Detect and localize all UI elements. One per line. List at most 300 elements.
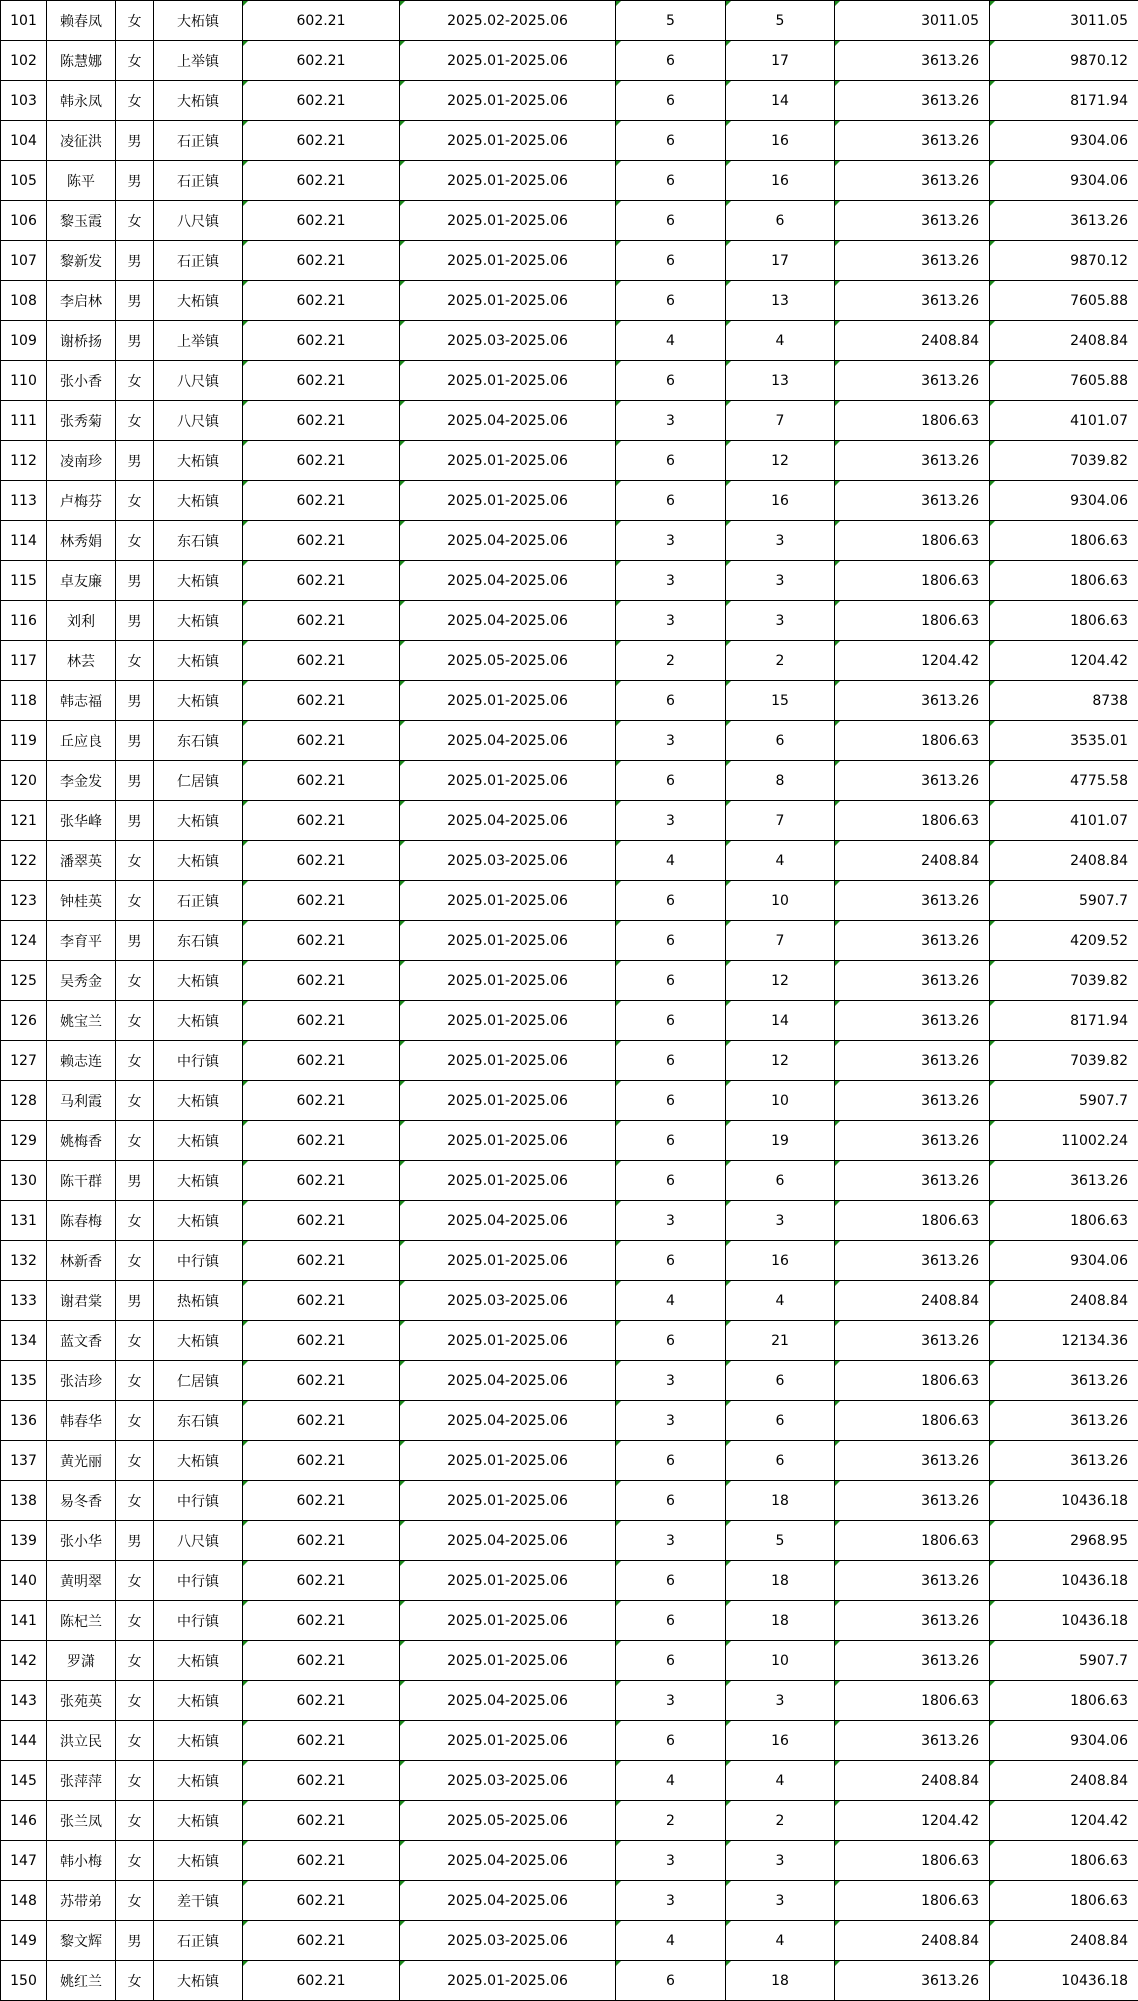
total-months-cell: 7 — [726, 401, 835, 441]
total-amount-cell: 7605.88 — [990, 361, 1138, 401]
row-number-cell: 139 — [1, 1521, 47, 1561]
name-cell: 黎玉霞 — [47, 201, 116, 241]
name-cell: 苏带弟 — [47, 1881, 116, 1921]
standard-cell: 602.21 — [243, 1641, 400, 1681]
town-cell: 中行镇 — [154, 1601, 243, 1641]
name-cell: 张小香 — [47, 361, 116, 401]
name-cell: 黎文辉 — [47, 1921, 116, 1961]
gender-cell: 男 — [116, 721, 154, 761]
town-cell: 大柘镇 — [154, 801, 243, 841]
total-amount-cell: 1806.63 — [990, 1681, 1138, 1721]
total-months-cell: 12 — [726, 1041, 835, 1081]
months-cell: 3 — [616, 1201, 726, 1241]
months-cell: 6 — [616, 161, 726, 201]
total-amount-cell: 7039.82 — [990, 961, 1138, 1001]
total-amount-cell: 9870.12 — [990, 241, 1138, 281]
period-cell: 2025.01-2025.06 — [400, 241, 616, 281]
table-row — [1, 1081, 1138, 1121]
months-cell: 6 — [616, 1961, 726, 2001]
town-cell: 大柘镇 — [154, 1081, 243, 1121]
town-cell: 大柘镇 — [154, 1801, 243, 1841]
town-cell: 大柘镇 — [154, 1841, 243, 1881]
total-months-cell: 10 — [726, 881, 835, 921]
name-cell: 李金发 — [47, 761, 116, 801]
amount-cell: 3613.26 — [835, 1121, 990, 1161]
table-row — [1, 1241, 1138, 1281]
town-cell: 八尺镇 — [154, 1521, 243, 1561]
amount-cell: 3613.26 — [835, 1561, 990, 1601]
amount-cell: 1806.63 — [835, 801, 990, 841]
town-cell: 大柘镇 — [154, 841, 243, 881]
total-amount-cell: 10436.18 — [990, 1961, 1138, 2001]
table-row — [1, 281, 1138, 321]
standard-cell: 602.21 — [243, 601, 400, 641]
period-cell: 2025.03-2025.06 — [400, 321, 616, 361]
amount-cell: 1806.63 — [835, 1881, 990, 1921]
name-cell: 凌南珍 — [47, 441, 116, 481]
months-cell: 6 — [616, 881, 726, 921]
total-amount-cell: 11002.24 — [990, 1121, 1138, 1161]
amount-cell: 3613.26 — [835, 881, 990, 921]
table-row — [1, 561, 1138, 601]
standard-cell: 602.21 — [243, 281, 400, 321]
gender-cell: 女 — [116, 641, 154, 681]
total-months-cell: 16 — [726, 1241, 835, 1281]
name-cell: 黄明翠 — [47, 1561, 116, 1601]
months-cell: 3 — [616, 721, 726, 761]
table-row — [1, 1721, 1138, 1761]
period-cell: 2025.01-2025.06 — [400, 1721, 616, 1761]
amount-cell: 2408.84 — [835, 321, 990, 361]
period-cell: 2025.01-2025.06 — [400, 121, 616, 161]
name-cell: 吴秀金 — [47, 961, 116, 1001]
town-cell: 中行镇 — [154, 1041, 243, 1081]
gender-cell: 女 — [116, 1561, 154, 1601]
amount-cell: 1806.63 — [835, 1681, 990, 1721]
gender-cell: 男 — [116, 1521, 154, 1561]
months-cell: 6 — [616, 441, 726, 481]
table-row — [1, 601, 1138, 641]
total-amount-cell: 10436.18 — [990, 1601, 1138, 1641]
standard-cell: 602.21 — [243, 841, 400, 881]
name-cell: 韩春华 — [47, 1401, 116, 1441]
name-cell: 姚红兰 — [47, 1961, 116, 2001]
total-months-cell: 7 — [726, 801, 835, 841]
town-cell: 大柘镇 — [154, 1121, 243, 1161]
name-cell: 陈干群 — [47, 1161, 116, 1201]
total-amount-cell: 5907.7 — [990, 1641, 1138, 1681]
town-cell: 东石镇 — [154, 721, 243, 761]
months-cell: 6 — [616, 281, 726, 321]
table-row — [1, 1441, 1138, 1481]
months-cell: 6 — [616, 1161, 726, 1201]
town-cell: 大柘镇 — [154, 1961, 243, 2001]
row-number-cell: 144 — [1, 1721, 47, 1761]
table-row — [1, 481, 1138, 521]
row-number-cell: 137 — [1, 1441, 47, 1481]
months-cell: 2 — [616, 641, 726, 681]
name-cell: 张兰凤 — [47, 1801, 116, 1841]
amount-cell: 1806.63 — [835, 561, 990, 601]
gender-cell: 女 — [116, 1841, 154, 1881]
total-months-cell: 10 — [726, 1641, 835, 1681]
months-cell: 6 — [616, 1001, 726, 1041]
name-cell: 陈杞兰 — [47, 1601, 116, 1641]
name-cell: 赖春凤 — [47, 1, 116, 41]
name-cell: 丘应良 — [47, 721, 116, 761]
total-months-cell: 13 — [726, 281, 835, 321]
total-amount-cell: 12134.36 — [990, 1321, 1138, 1361]
total-amount-cell: 7039.82 — [990, 1041, 1138, 1081]
amount-cell: 1806.63 — [835, 1201, 990, 1241]
gender-cell: 女 — [116, 1961, 154, 2001]
total-amount-cell: 10436.18 — [990, 1481, 1138, 1521]
town-cell: 八尺镇 — [154, 361, 243, 401]
standard-cell: 602.21 — [243, 1081, 400, 1121]
town-cell: 大柘镇 — [154, 1641, 243, 1681]
amount-cell: 2408.84 — [835, 1921, 990, 1961]
name-cell: 张小华 — [47, 1521, 116, 1561]
town-cell: 石正镇 — [154, 1921, 243, 1961]
name-cell: 林秀娟 — [47, 521, 116, 561]
town-cell: 中行镇 — [154, 1481, 243, 1521]
total-months-cell: 3 — [726, 1681, 835, 1721]
amount-cell: 3613.26 — [835, 761, 990, 801]
period-cell: 2025.01-2025.06 — [400, 1561, 616, 1601]
standard-cell: 602.21 — [243, 1161, 400, 1201]
name-cell: 张苑英 — [47, 1681, 116, 1721]
standard-cell: 602.21 — [243, 41, 400, 81]
table-row — [1, 361, 1138, 401]
row-number-cell: 145 — [1, 1761, 47, 1801]
gender-cell: 女 — [116, 1481, 154, 1521]
period-cell: 2025.04-2025.06 — [400, 1681, 616, 1721]
gender-cell: 女 — [116, 1681, 154, 1721]
months-cell: 6 — [616, 1561, 726, 1601]
total-months-cell: 19 — [726, 1121, 835, 1161]
total-months-cell: 3 — [726, 521, 835, 561]
row-number-cell: 104 — [1, 121, 47, 161]
period-cell: 2025.03-2025.06 — [400, 1761, 616, 1801]
total-months-cell: 4 — [726, 841, 835, 881]
row-number-cell: 143 — [1, 1681, 47, 1721]
months-cell: 3 — [616, 1521, 726, 1561]
months-cell: 6 — [616, 1441, 726, 1481]
gender-cell: 女 — [116, 41, 154, 81]
total-months-cell: 5 — [726, 1521, 835, 1561]
amount-cell: 3613.26 — [835, 961, 990, 1001]
table-row — [1, 1681, 1138, 1721]
name-cell: 谢桥扬 — [47, 321, 116, 361]
period-cell: 2025.01-2025.06 — [400, 281, 616, 321]
total-amount-cell: 3613.26 — [990, 1441, 1138, 1481]
total-months-cell: 12 — [726, 441, 835, 481]
name-cell: 卓友廉 — [47, 561, 116, 601]
total-amount-cell: 9304.06 — [990, 481, 1138, 521]
table-row — [1, 881, 1138, 921]
standard-cell: 602.21 — [243, 1481, 400, 1521]
amount-cell: 3613.26 — [835, 1001, 990, 1041]
gender-cell: 男 — [116, 761, 154, 801]
gender-cell: 女 — [116, 1601, 154, 1641]
period-cell: 2025.01-2025.06 — [400, 1481, 616, 1521]
total-months-cell: 3 — [726, 561, 835, 601]
name-cell: 韩小梅 — [47, 1841, 116, 1881]
row-number-cell: 117 — [1, 641, 47, 681]
gender-cell: 女 — [116, 481, 154, 521]
gender-cell: 女 — [116, 1881, 154, 1921]
total-amount-cell: 1806.63 — [990, 1201, 1138, 1241]
gender-cell: 男 — [116, 121, 154, 161]
gender-cell: 女 — [116, 361, 154, 401]
row-number-cell: 125 — [1, 961, 47, 1001]
total-months-cell: 2 — [726, 1801, 835, 1841]
months-cell: 4 — [616, 1281, 726, 1321]
row-number-cell: 129 — [1, 1121, 47, 1161]
period-cell: 2025.02-2025.06 — [400, 1, 616, 41]
row-number-cell: 132 — [1, 1241, 47, 1281]
total-amount-cell: 3613.26 — [990, 201, 1138, 241]
table-row — [1, 1161, 1138, 1201]
total-amount-cell: 9304.06 — [990, 121, 1138, 161]
standard-cell: 602.21 — [243, 241, 400, 281]
row-number-cell: 135 — [1, 1361, 47, 1401]
gender-cell: 男 — [116, 1921, 154, 1961]
standard-cell: 602.21 — [243, 681, 400, 721]
name-cell: 陈春梅 — [47, 1201, 116, 1241]
amount-cell: 3613.26 — [835, 481, 990, 521]
total-amount-cell: 9304.06 — [990, 161, 1138, 201]
total-amount-cell: 4101.07 — [990, 801, 1138, 841]
total-months-cell: 14 — [726, 81, 835, 121]
row-number-cell: 146 — [1, 1801, 47, 1841]
name-cell: 钟桂英 — [47, 881, 116, 921]
period-cell: 2025.01-2025.06 — [400, 1161, 616, 1201]
period-cell: 2025.04-2025.06 — [400, 1521, 616, 1561]
row-number-cell: 120 — [1, 761, 47, 801]
gender-cell: 女 — [116, 401, 154, 441]
name-cell: 韩永凤 — [47, 81, 116, 121]
period-cell: 2025.04-2025.06 — [400, 1361, 616, 1401]
months-cell: 6 — [616, 921, 726, 961]
table-body — [1, 1, 1138, 2001]
total-amount-cell: 4209.52 — [990, 921, 1138, 961]
total-months-cell: 5 — [726, 1, 835, 41]
amount-cell: 3613.26 — [835, 1601, 990, 1641]
months-cell: 6 — [616, 121, 726, 161]
town-cell: 大柘镇 — [154, 1721, 243, 1761]
amount-cell: 3613.26 — [835, 441, 990, 481]
period-cell: 2025.01-2025.06 — [400, 1241, 616, 1281]
total-months-cell: 10 — [726, 1081, 835, 1121]
gender-cell: 男 — [116, 321, 154, 361]
row-number-cell: 123 — [1, 881, 47, 921]
amount-cell: 3613.26 — [835, 281, 990, 321]
table-row — [1, 321, 1138, 361]
row-number-cell: 138 — [1, 1481, 47, 1521]
name-cell: 马利霞 — [47, 1081, 116, 1121]
months-cell: 6 — [616, 1081, 726, 1121]
row-number-cell: 116 — [1, 601, 47, 641]
period-cell: 2025.01-2025.06 — [400, 201, 616, 241]
total-amount-cell: 4775.58 — [990, 761, 1138, 801]
total-amount-cell: 3011.05 — [990, 1, 1138, 41]
standard-cell: 602.21 — [243, 361, 400, 401]
table-row — [1, 1001, 1138, 1041]
town-cell: 中行镇 — [154, 1241, 243, 1281]
total-amount-cell: 1806.63 — [990, 1841, 1138, 1881]
town-cell: 八尺镇 — [154, 401, 243, 441]
total-amount-cell: 4101.07 — [990, 401, 1138, 441]
standard-cell: 602.21 — [243, 1881, 400, 1921]
total-months-cell: 2 — [726, 641, 835, 681]
amount-cell: 3613.26 — [835, 241, 990, 281]
gender-cell: 女 — [116, 1041, 154, 1081]
period-cell: 2025.01-2025.06 — [400, 81, 616, 121]
total-months-cell: 6 — [726, 1401, 835, 1441]
period-cell: 2025.01-2025.06 — [400, 1001, 616, 1041]
gender-cell: 女 — [116, 1081, 154, 1121]
standard-cell: 602.21 — [243, 641, 400, 681]
row-number-cell: 103 — [1, 81, 47, 121]
row-number-cell: 102 — [1, 41, 47, 81]
months-cell: 6 — [616, 1641, 726, 1681]
total-amount-cell: 9304.06 — [990, 1721, 1138, 1761]
row-number-cell: 130 — [1, 1161, 47, 1201]
town-cell: 东石镇 — [154, 1401, 243, 1441]
amount-cell: 3613.26 — [835, 1321, 990, 1361]
total-amount-cell: 5907.7 — [990, 881, 1138, 921]
gender-cell: 女 — [116, 1121, 154, 1161]
months-cell: 3 — [616, 1881, 726, 1921]
total-amount-cell: 2408.84 — [990, 1281, 1138, 1321]
total-months-cell: 18 — [726, 1601, 835, 1641]
total-months-cell: 3 — [726, 601, 835, 641]
amount-cell: 3613.26 — [835, 1961, 990, 2001]
period-cell: 2025.01-2025.06 — [400, 1641, 616, 1681]
amount-cell: 3613.26 — [835, 1441, 990, 1481]
months-cell: 3 — [616, 561, 726, 601]
total-amount-cell: 9870.12 — [990, 41, 1138, 81]
period-cell: 2025.04-2025.06 — [400, 561, 616, 601]
amount-cell: 1806.63 — [835, 1841, 990, 1881]
amount-cell: 3613.26 — [835, 1161, 990, 1201]
gender-cell: 女 — [116, 1401, 154, 1441]
total-months-cell: 14 — [726, 1001, 835, 1041]
town-cell: 大柘镇 — [154, 1441, 243, 1481]
gender-cell: 女 — [116, 1321, 154, 1361]
name-cell: 张萍萍 — [47, 1761, 116, 1801]
town-cell: 大柘镇 — [154, 481, 243, 521]
gender-cell: 男 — [116, 681, 154, 721]
months-cell: 3 — [616, 601, 726, 641]
months-cell: 2 — [616, 1801, 726, 1841]
gender-cell: 女 — [116, 881, 154, 921]
period-cell: 2025.04-2025.06 — [400, 721, 616, 761]
town-cell: 大柘镇 — [154, 441, 243, 481]
town-cell: 仁居镇 — [154, 1361, 243, 1401]
total-months-cell: 6 — [726, 1161, 835, 1201]
row-number-cell: 131 — [1, 1201, 47, 1241]
town-cell: 东石镇 — [154, 521, 243, 561]
amount-cell: 3613.26 — [835, 81, 990, 121]
town-cell: 东石镇 — [154, 921, 243, 961]
name-cell: 卢梅芬 — [47, 481, 116, 521]
town-cell: 大柘镇 — [154, 641, 243, 681]
table-row — [1, 801, 1138, 841]
total-months-cell: 16 — [726, 161, 835, 201]
amount-cell: 1806.63 — [835, 1521, 990, 1561]
standard-cell: 602.21 — [243, 321, 400, 361]
town-cell: 大柘镇 — [154, 681, 243, 721]
table-row — [1, 441, 1138, 481]
period-cell: 2025.01-2025.06 — [400, 761, 616, 801]
name-cell: 张秀菊 — [47, 401, 116, 441]
name-cell: 姚梅香 — [47, 1121, 116, 1161]
amount-cell: 1806.63 — [835, 401, 990, 441]
total-months-cell: 6 — [726, 1441, 835, 1481]
town-cell: 大柘镇 — [154, 1761, 243, 1801]
amount-cell: 1806.63 — [835, 1361, 990, 1401]
standard-cell: 602.21 — [243, 1921, 400, 1961]
total-months-cell: 6 — [726, 201, 835, 241]
amount-cell: 3613.26 — [835, 1721, 990, 1761]
name-cell: 黄光丽 — [47, 1441, 116, 1481]
table-row — [1, 681, 1138, 721]
period-cell: 2025.04-2025.06 — [400, 801, 616, 841]
name-cell: 刘利 — [47, 601, 116, 641]
total-months-cell: 4 — [726, 1281, 835, 1321]
town-cell: 石正镇 — [154, 121, 243, 161]
table-row — [1, 161, 1138, 201]
total-amount-cell: 8171.94 — [990, 1001, 1138, 1041]
amount-cell: 2408.84 — [835, 1761, 990, 1801]
gender-cell: 女 — [116, 1201, 154, 1241]
table-row — [1, 241, 1138, 281]
name-cell: 林芸 — [47, 641, 116, 681]
standard-cell: 602.21 — [243, 1001, 400, 1041]
row-number-cell: 150 — [1, 1961, 47, 2001]
gender-cell: 女 — [116, 1241, 154, 1281]
row-number-cell: 119 — [1, 721, 47, 761]
standard-cell: 602.21 — [243, 1841, 400, 1881]
months-cell: 6 — [616, 81, 726, 121]
standard-cell: 602.21 — [243, 1321, 400, 1361]
months-cell: 6 — [616, 481, 726, 521]
table-row — [1, 641, 1138, 681]
standard-cell: 602.21 — [243, 1721, 400, 1761]
amount-cell: 3613.26 — [835, 361, 990, 401]
amount-cell: 3613.26 — [835, 201, 990, 241]
total-amount-cell: 8171.94 — [990, 81, 1138, 121]
total-amount-cell: 2408.84 — [990, 841, 1138, 881]
months-cell: 3 — [616, 401, 726, 441]
name-cell: 易冬香 — [47, 1481, 116, 1521]
total-months-cell: 8 — [726, 761, 835, 801]
table-row — [1, 1841, 1138, 1881]
town-cell: 热柘镇 — [154, 1281, 243, 1321]
total-months-cell: 21 — [726, 1321, 835, 1361]
row-number-cell: 107 — [1, 241, 47, 281]
total-amount-cell: 1204.42 — [990, 641, 1138, 681]
total-months-cell: 6 — [726, 721, 835, 761]
months-cell: 6 — [616, 1241, 726, 1281]
gender-cell: 男 — [116, 561, 154, 601]
table-row — [1, 1521, 1138, 1561]
months-cell: 6 — [616, 1121, 726, 1161]
table-row — [1, 1801, 1138, 1841]
amount-cell: 3613.26 — [835, 41, 990, 81]
